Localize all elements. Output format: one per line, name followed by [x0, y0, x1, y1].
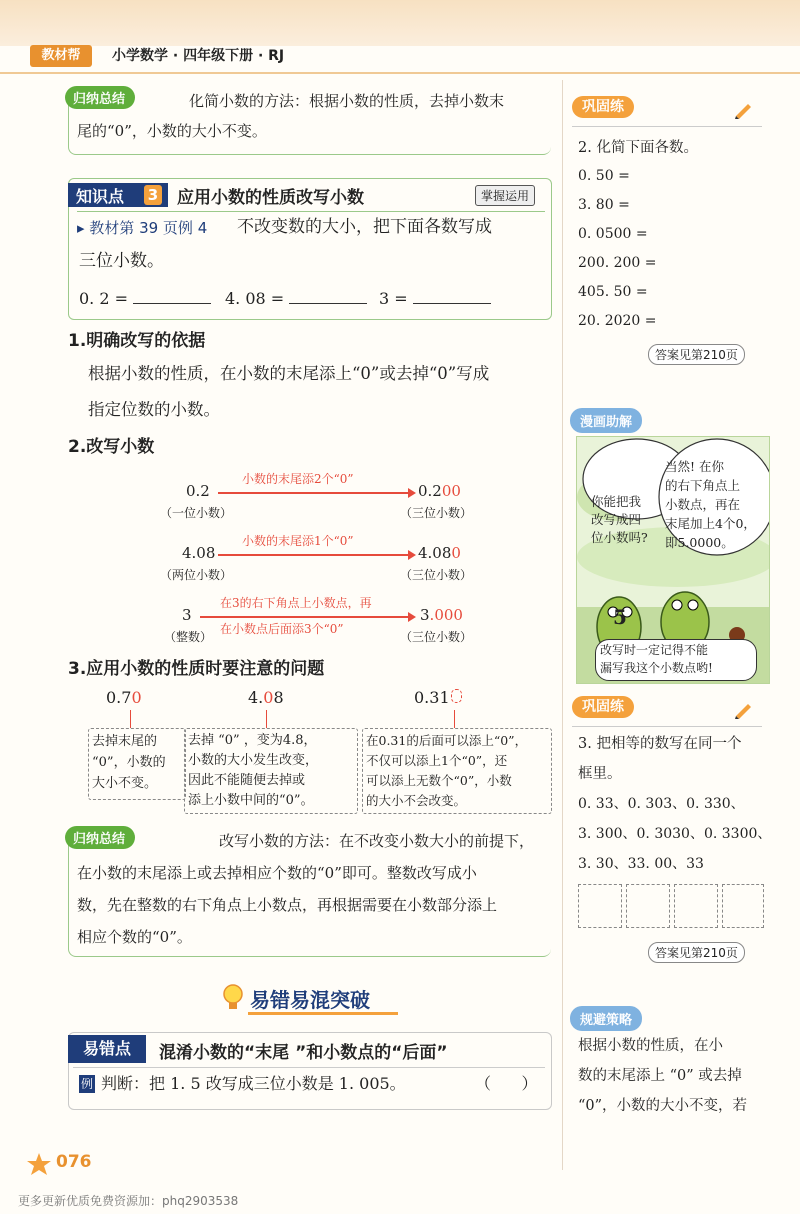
row2-to: [418, 544, 461, 562]
row1-to-added: 00: [441, 482, 461, 500]
row1-arrow-label: 小数的末尾添2个“0”: [242, 472, 354, 486]
example-ref: ▸ 教材第 39 页例 4: [77, 219, 208, 237]
q1-label: 0. 2 =: [79, 289, 129, 308]
practice-1-question: 2. 化简下面各数。: [578, 140, 698, 156]
error-answer-bracket[interactable]: （ ）: [475, 1074, 538, 1093]
bubble-right-line: 即5.0000。: [665, 535, 734, 550]
answer-box[interactable]: [722, 884, 764, 928]
summary-line-2: 尾的“0”，小数的大小不变。: [77, 122, 267, 140]
answer-box[interactable]: [578, 884, 622, 928]
practice-2-question-2: 框里。: [578, 766, 622, 782]
note-pointer-1: [130, 710, 131, 728]
n3-main: 0.31: [414, 688, 450, 707]
q2-label: 4. 08 =: [225, 289, 285, 308]
practice-1-rule: [572, 126, 762, 127]
note-number-2: [248, 688, 284, 707]
kp-tag: 掌握运用: [475, 185, 535, 206]
row3-from-label: （整数）: [164, 630, 213, 644]
row2-to-main: 4.08: [418, 544, 452, 562]
note-box-3-line: 的大小不会改变。: [366, 793, 467, 808]
practice-2-rule: [572, 726, 762, 727]
answer-box[interactable]: [674, 884, 718, 928]
banner-underline: [248, 1012, 398, 1015]
row2-from: 4.08: [182, 544, 216, 562]
q3-answer-blank[interactable]: [413, 289, 491, 304]
practice-1-item: 0. 50 =: [578, 168, 630, 184]
n3-placeholder: [451, 689, 462, 703]
strategy-line: “0”，小数的大小不变，若: [578, 1098, 748, 1114]
practice-2-label: 巩固练: [572, 696, 634, 718]
watermark: 更多更新优质免费资源加：phq2903538: [18, 1194, 239, 1208]
rewrite-row-2: [160, 532, 480, 582]
section-1-line-1: 根据小数的性质，在小数的末尾添上“0”或去掉“0”写成: [88, 364, 490, 383]
page-number: 076: [56, 1152, 92, 1172]
practice-2-numbers: 0. 33、0. 303、0. 330、: [578, 796, 745, 812]
example-question-2: [225, 283, 367, 315]
comic-figure-number: 5: [613, 605, 627, 629]
page-header: [0, 0, 800, 78]
row2-to-label: （三位小数）: [400, 568, 473, 582]
practice-1-label: 巩固练: [572, 96, 634, 118]
header-title: 小学数学 · 四年级下册 · RJ: [112, 48, 285, 64]
pencil-icon: [732, 98, 754, 120]
answer-ref-2[interactable]: 答案见第210页: [648, 942, 745, 963]
note-box-3: [362, 728, 552, 814]
rewrite-row-1: [160, 470, 480, 520]
error-title: 混淆小数的“末尾 ”和小数点的“后面”: [159, 1043, 448, 1063]
summary-box-1: [68, 92, 551, 155]
q2-answer-blank[interactable]: [289, 289, 367, 304]
kp-title: 应用小数的性质改写小数: [177, 188, 364, 208]
header-badge: 教材帮: [30, 45, 92, 67]
row3-to-added: .000: [429, 606, 463, 624]
note-box-2-line: 去掉 “0” ，变为4.8，: [188, 733, 317, 748]
error-point-box: [68, 1032, 552, 1110]
note-number-3: [414, 688, 462, 707]
row3-to-label: （三位小数）: [400, 630, 473, 644]
answer-box[interactable]: [626, 884, 670, 928]
row2-from-label: （两位小数）: [160, 568, 233, 582]
practice-1-item: 20. 2020 =: [578, 313, 657, 329]
lightbulb-icon: [220, 982, 246, 1014]
n2-b: 8: [273, 688, 284, 707]
note-pointer-2: [266, 710, 267, 728]
error-question: 判断：把 1. 5 改写成三位小数是 1. 005。: [101, 1074, 406, 1093]
answer-ref-1[interactable]: 答案见第210页: [648, 344, 745, 365]
row2-to-added: 0: [451, 544, 461, 562]
example-question-1: [79, 283, 211, 315]
knowledge-point-box: [68, 178, 552, 320]
mistake-banner: [220, 982, 400, 1016]
summary-2-line: 改写小数的方法：在不改变小数大小的前提下，: [219, 832, 535, 850]
note-box-2-line: 小数的大小发生改变，: [188, 753, 319, 768]
comic-note-line: 改写时一定记得不能: [600, 643, 709, 657]
error-divider: [73, 1067, 545, 1068]
summary-label: 归纳总结: [65, 86, 135, 109]
kp-badge-text: 知识点: [76, 187, 125, 206]
row1-to: [418, 482, 461, 500]
note-box-3-line: 在0.31的后面可以添上“0”，: [366, 733, 528, 748]
note-box-1-line: “0”，小数的: [92, 755, 166, 770]
note-box-2: [184, 728, 358, 814]
row1-to-main: 0.2: [418, 482, 442, 500]
summary-2-line: 在小数的末尾添上或去掉相应个数的“0”即可。整数改写成小: [77, 864, 477, 882]
bubble-left-line: 你能把我: [591, 494, 642, 509]
error-badge: 易错点: [68, 1035, 146, 1063]
example-text: 不改变数的大小，把下面各数写成: [237, 217, 492, 237]
n1-zero: 0: [131, 688, 142, 707]
page-number-block: [26, 1150, 136, 1176]
note-box-3-line: 不仅可以添上1个“0”，还: [366, 753, 508, 768]
note-box-1: [88, 728, 186, 800]
practice-2: [572, 696, 772, 716]
practice-2-question: 3. 把相等的数写在同一个: [578, 736, 742, 752]
section-3-heading: 3.应用小数的性质时要注意的问题: [68, 659, 325, 679]
pencil-icon: [732, 698, 754, 720]
star-icon: [26, 1152, 52, 1176]
n1-main: 0.7: [106, 688, 132, 707]
comic-note-line: 漏写我这个小数点哟!: [600, 661, 713, 675]
row1-from-label: （一位小数）: [160, 506, 233, 520]
row3-arrow-label: 在3的右下角点上小数点，再: [220, 596, 372, 610]
strategy-line: 根据小数的性质，在小: [578, 1038, 723, 1054]
comic-label: 漫画助解: [570, 408, 642, 433]
row3-arrow-label-2: 在小数点后面添3个“0”: [220, 622, 344, 636]
kp-badge: [68, 183, 168, 207]
banner-title: 易错易混突破: [250, 988, 370, 1012]
practice-1-item: 0. 0500 =: [578, 226, 648, 242]
row2-arrow: [218, 554, 414, 556]
header-rule: [0, 72, 800, 74]
practice-1-item: 200. 200 =: [578, 255, 657, 271]
bubble-right-line: 小数点，再在: [665, 497, 741, 512]
practice-2-numbers: 3. 300、0. 3030、0. 3300、: [578, 826, 772, 842]
bubble-right-line: 当然! 在你: [665, 459, 724, 474]
n2-a: 4.: [248, 688, 264, 707]
strategy-line: 数的末尾添上 “0” 或去掉: [578, 1068, 742, 1084]
bubble-left: [591, 493, 648, 547]
column-divider: [562, 80, 563, 1170]
practice-1-item: 405. 50 =: [578, 284, 648, 300]
summary-2-line: 数，先在整数的右下角点上小数点，再根据需要在小数部分添上: [77, 896, 498, 914]
comic-note: [595, 639, 757, 681]
practice-1: [572, 96, 772, 116]
row3-to-main: 3: [420, 606, 430, 624]
summary-box-2: [68, 832, 551, 957]
example-marker: 例: [80, 1077, 93, 1091]
row3-from: 3: [182, 606, 192, 624]
note-number-1: [106, 688, 142, 707]
bubble-left-line: 改写成四: [591, 512, 642, 527]
note-box-3-line: 可以添上无数个“0”，小数: [366, 773, 512, 788]
example-text-2: 三位小数。: [79, 251, 164, 271]
q1-answer-blank[interactable]: [133, 289, 211, 304]
note-box-1-line: 大小不变。: [92, 776, 158, 791]
summary-2-line: 相应个数的“0”。: [77, 928, 192, 946]
section-2-heading: 2.改写小数: [68, 437, 155, 457]
bubble-right: [665, 457, 756, 552]
strategy-label: 规避策略: [570, 1006, 642, 1031]
note-box-2-line: 因此不能随便去掉或: [188, 773, 306, 788]
header-bar: [0, 0, 800, 46]
row1-arrow: [218, 492, 414, 494]
bubble-right-line: 末尾加上4个0，: [665, 516, 756, 531]
row3-arrow: [200, 616, 414, 618]
n2-zero: 0: [263, 688, 274, 707]
row1-to-label: （三位小数）: [400, 506, 473, 520]
row2-arrow-label: 小数的末尾添1个“0”: [242, 534, 354, 548]
q3-label: 3 =: [379, 289, 408, 308]
example-question-3: [379, 283, 491, 315]
section-1-heading: 1.明确改写的依据: [68, 331, 206, 351]
section-1-line-2: 指定位数的小数。: [88, 400, 220, 419]
comic-panel: [576, 436, 770, 684]
note-pointer-3: [454, 710, 455, 728]
practice-1-item: 3. 80 =: [578, 197, 630, 213]
row1-from: 0.2: [186, 482, 210, 500]
practice-2-numbers: 3. 30、33. 00、33: [578, 856, 704, 872]
note-box-2-line: 添上小数中间的“0”。: [188, 793, 314, 808]
bubble-left-line: 位小数吗?: [591, 530, 648, 545]
rewrite-row-3: [160, 592, 480, 648]
summary-2-label: 归纳总结: [65, 826, 135, 849]
kp-badge-number: 3: [144, 185, 162, 205]
summary-line-1: 化简小数的方法：根据小数的性质，去掉小数末: [189, 92, 505, 110]
note-box-1-line: 去掉末尾的: [92, 734, 158, 749]
bubble-right-line: 的右下角点上: [665, 478, 741, 493]
row3-to: [420, 606, 463, 624]
